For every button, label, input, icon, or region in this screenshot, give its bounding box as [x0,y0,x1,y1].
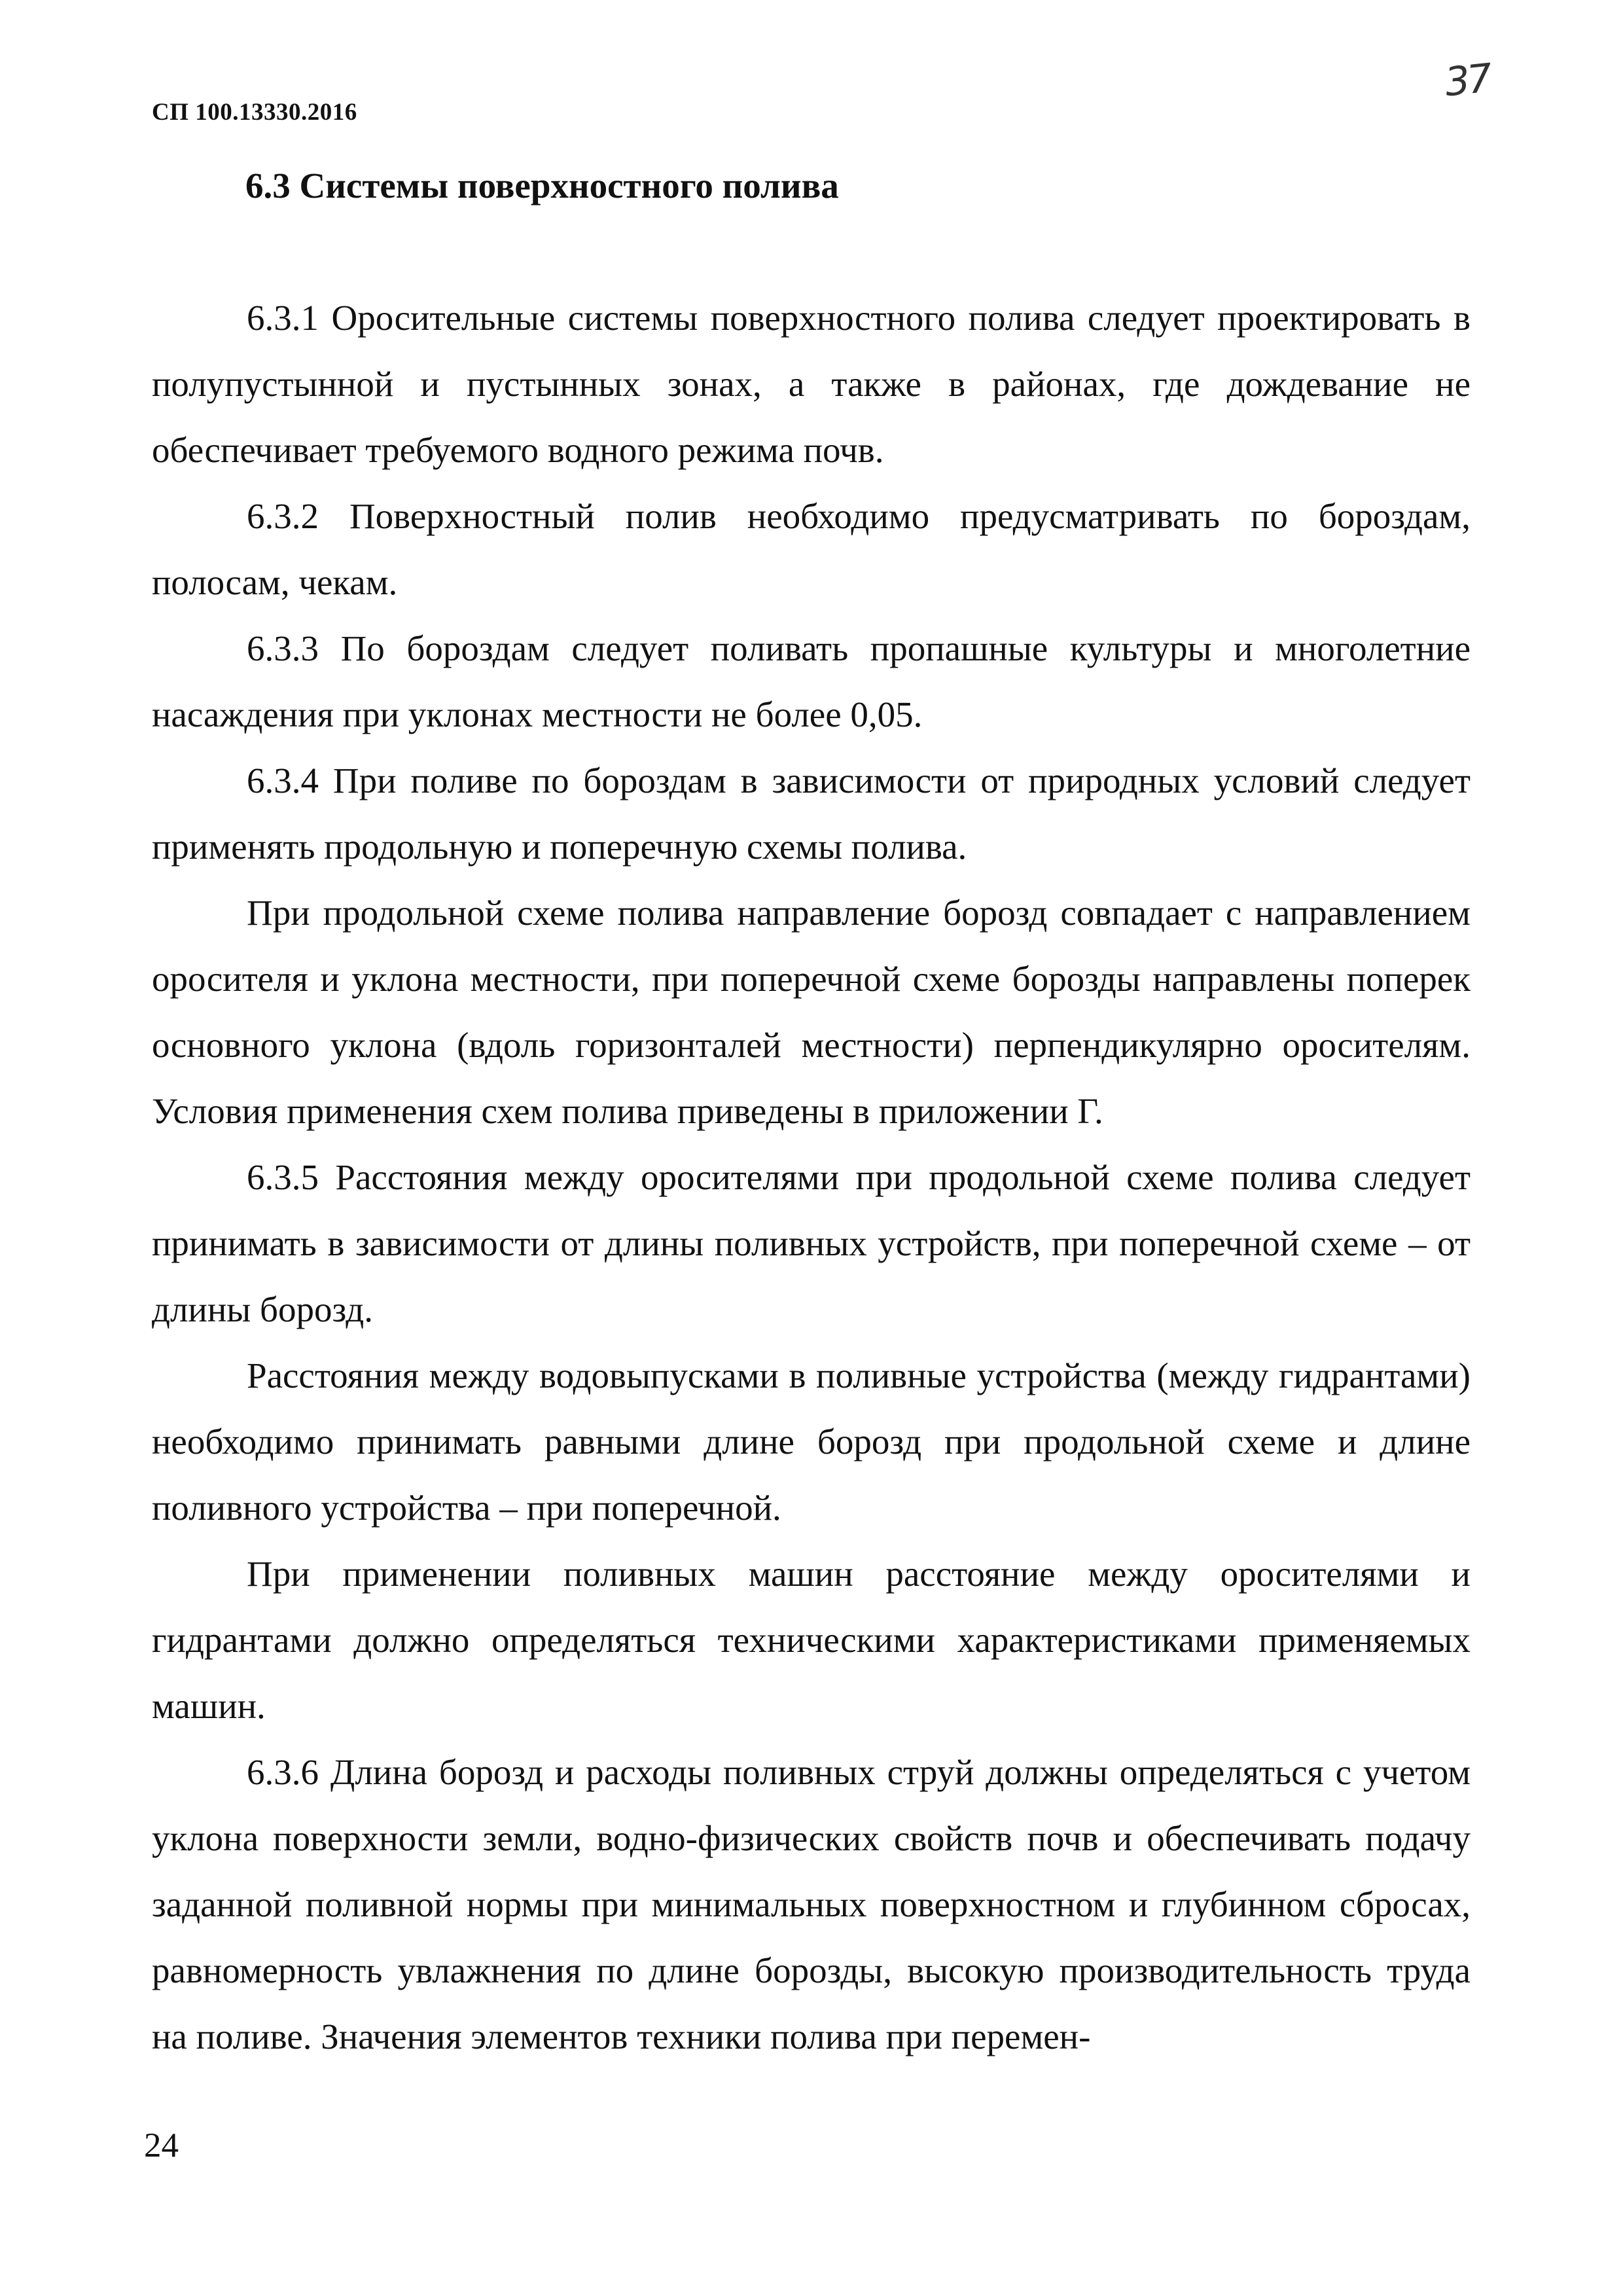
handwritten-sheet-number: 37 [1442,55,1492,106]
paragraph-6-3-3: 6.3.3 По бороздам следует поливать пропашные культуры и многолетние насаждения при уклонах местности не более 0,05. [152,628,1471,734]
paragraph-6-3-6: 6.3.6 Длина борозд и расходы поливных струй должны определяться с учетом уклона поверхности земли, водно-физических свойств почв и обеспечивать подачу заданной поливной нормы при минимальных поверхностном и глубинном сбросах, равномерность увлажнения по длине борозды, высокую производительность труда на поливе. Значения элементов техники полива при перемен- [152,1752,1471,2056]
page-number: 24 [144,2126,179,2164]
paragraph-6-3-5: 6.3.5 Расстояния между оросителями при продольной схеме полива следует принимать в зависимости от длины поливных устройств, при поперечной схеме – от длины борозд. [152,1157,1471,1329]
paragraph-longitudinal-scheme: При продольной схеме полива направление борозд совпадает с направлением оросителя и уклона местности, при поперечной схеме борозды направлены поперек основного уклона (вдоль горизонталей местности) перпендикулярно оросителям. Условия применения схем полива приведены в приложении Г. [152,893,1471,1131]
paragraph-irrigation-machines: При применении поливных машин расстояние между оросителями и гидрантами должно определяться техническими характеристиками применяемых машин. [152,1554,1471,1726]
section-title: 6.3 Системы поверхностного полива [245,166,839,206]
paragraph-outlet-distance: Расстояния между водовыпусками в поливные устройства (между гидрантами) необходимо принимать равными длине борозд при продольной схеме и длине поливного устройства – при поперечной. [152,1355,1471,1528]
paragraph-6-3-4: 6.3.4 При поливе по бороздам в зависимости от природных условий следует применять продольную и поперечную схемы полива. [152,761,1471,867]
paragraph-6-3-2: 6.3.2 Поверхностный полив необходимо предусматривать по бороздам, полосам, чекам. [152,496,1471,602]
document-code: СП 100.13330.2016 [152,99,357,126]
document-body [152,285,1471,2070]
paragraph-6-3-1: 6.3.1 Оросительные системы поверхностного полива следует проектировать в полупустынной и пустынных зонах, а также в районах, где дождевание не обеспечивает требуемого водного режима почв. [152,298,1471,470]
